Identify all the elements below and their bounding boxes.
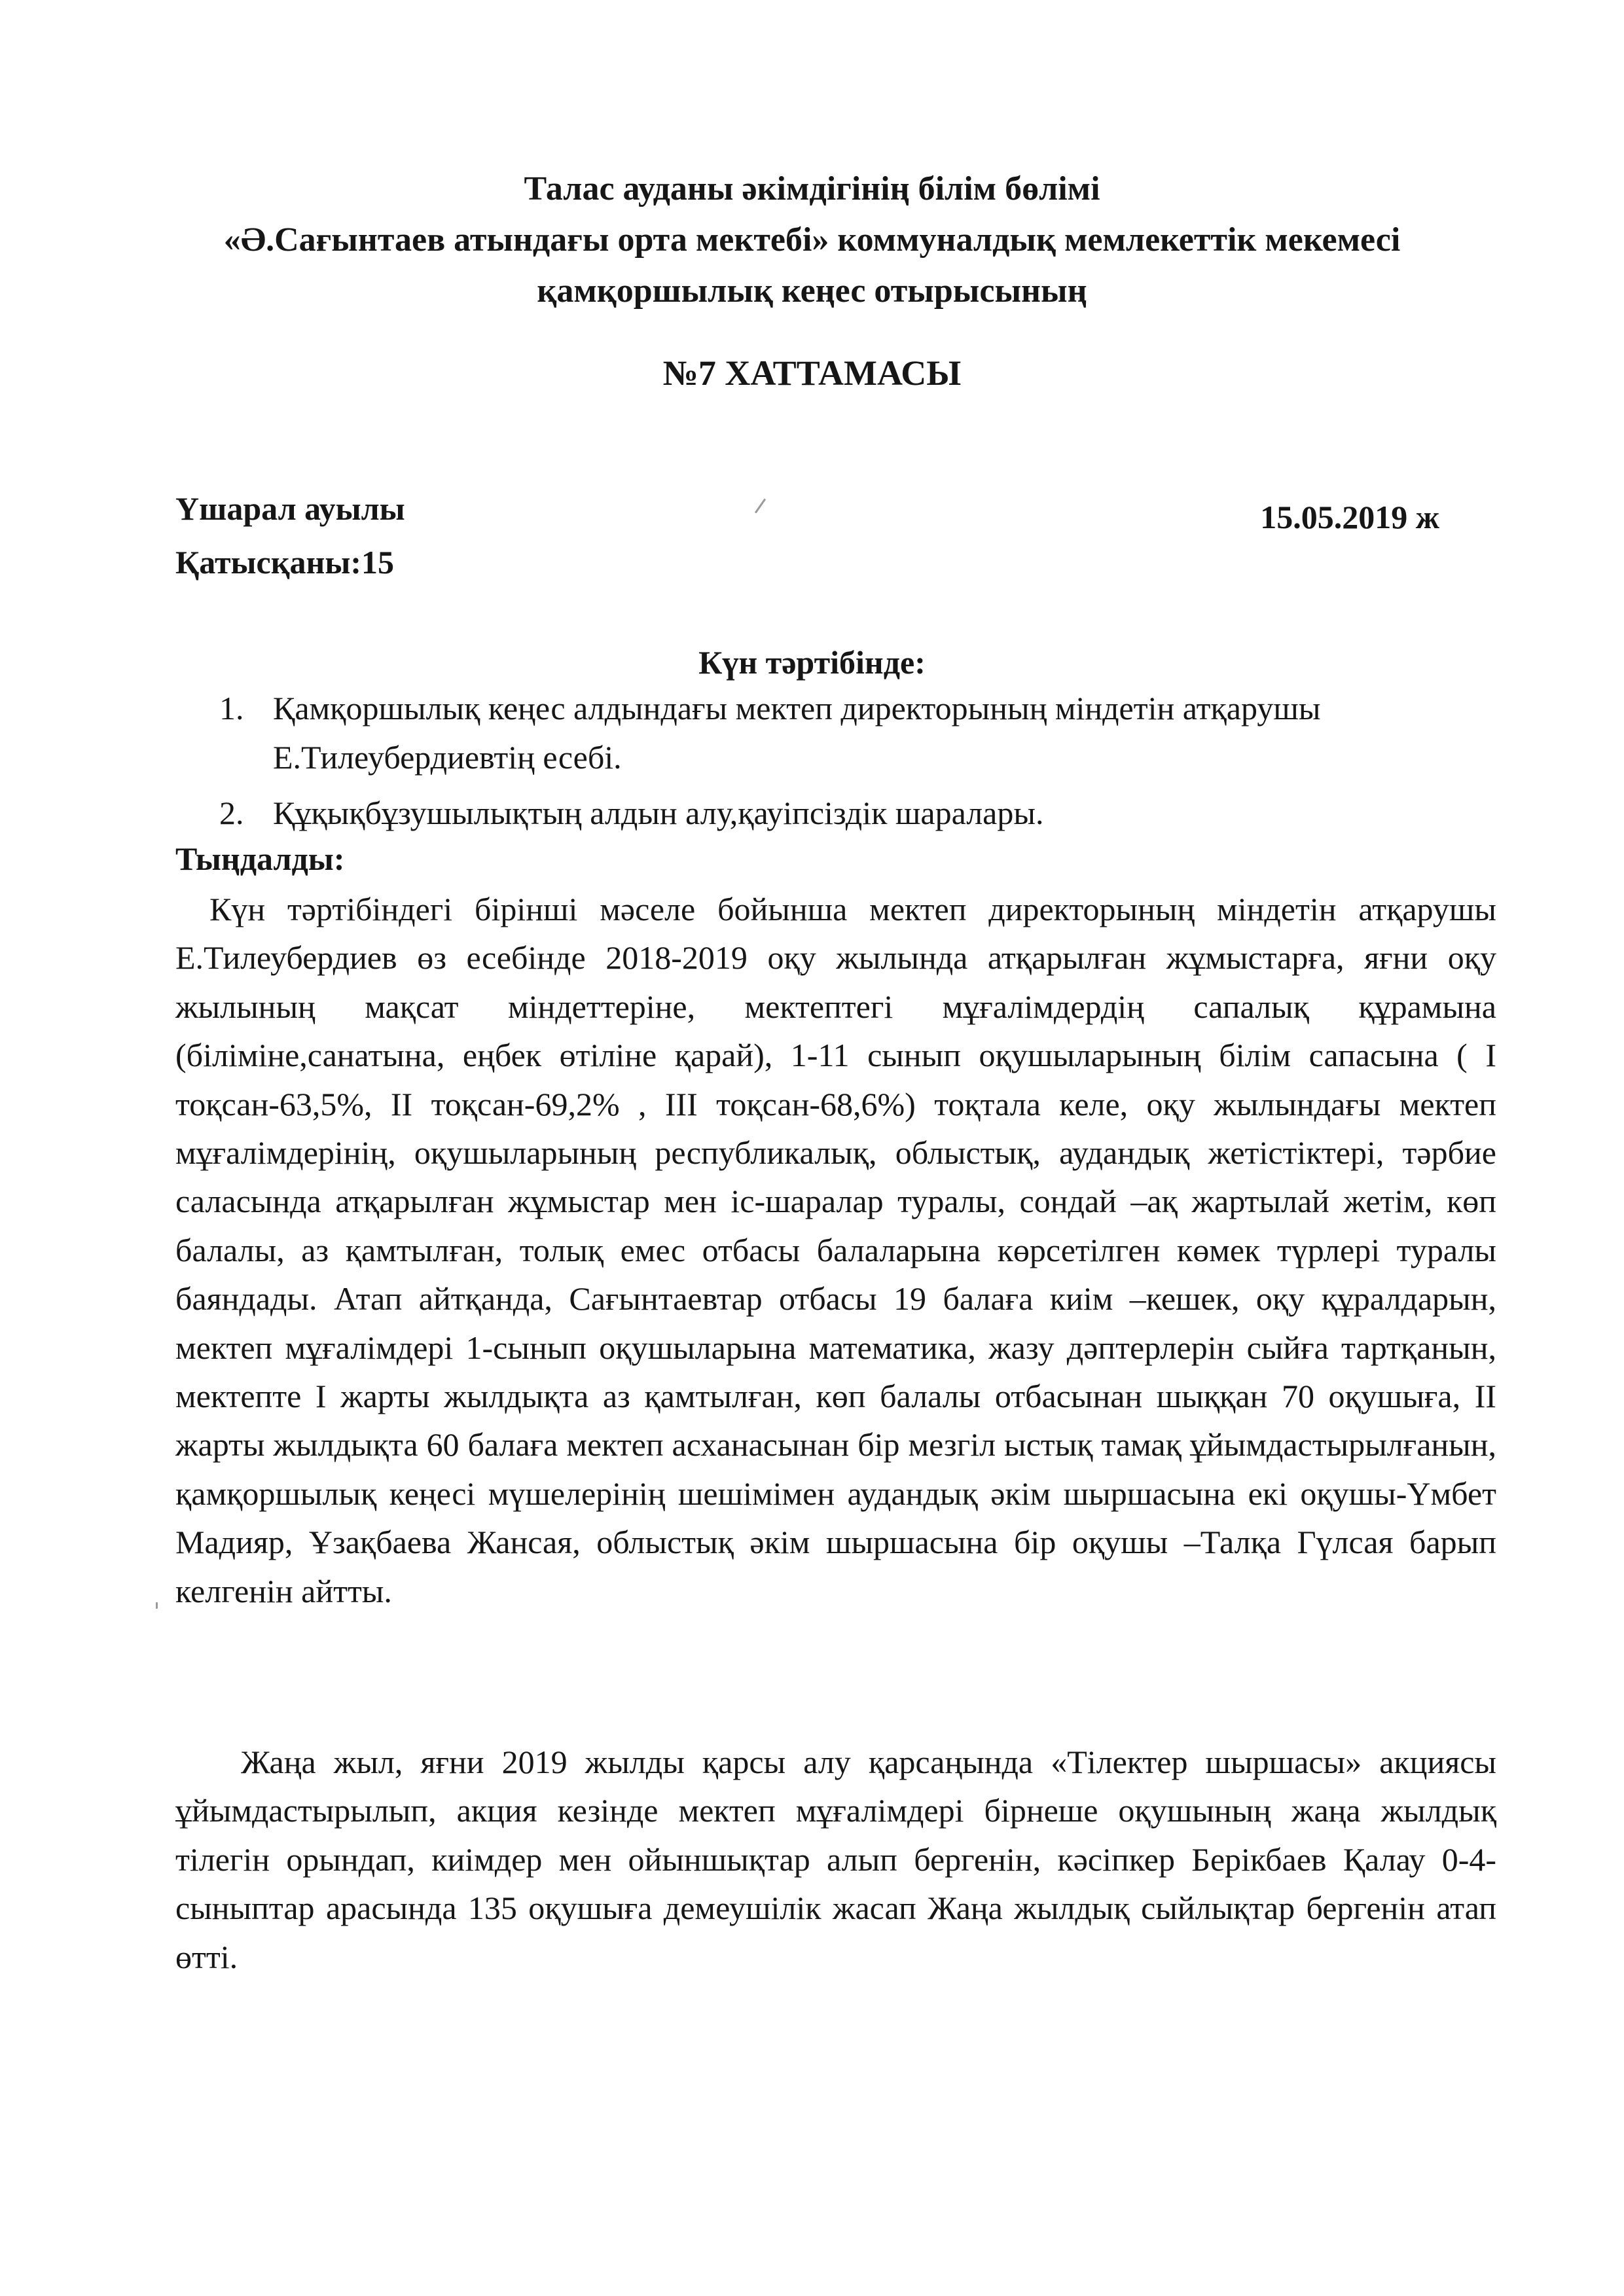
agenda-title: Күн тәртібінде: (698, 644, 926, 681)
header-school: «Ә.Сағынтаев атындағы орта мектебі» коммуналдық мемлекеттік мекемесі (223, 221, 1401, 259)
date-label: 15.05.2019 ж (1260, 499, 1439, 535)
protocol-title: №7 ХАТТАМАСЫ (662, 353, 962, 393)
place-label: Үшарал ауылы (175, 490, 405, 527)
agenda-item-text: Құқықбұзушылықтың алдын алу,қауіпсіздік шаралары. (273, 795, 1044, 831)
agenda-item (219, 684, 1502, 782)
header-department: Талас ауданы әкімдігінің білім бөлімі (524, 170, 1100, 207)
body-paragraph: Жаңа жыл, яғни 2019 жылды қарсы алу қарсаңында «Тілектер шыршасы» акциясы ұйымдастырылып, акция кезінде мектеп мұғалімдері бірнеше оқушының жаңа жылдық тілегін орындап, киімдер мен ойыншықтар алып бергенін, кәсіпкер Берікбаев Қалау 0-4-сыныптар арасында 135 оқушыға демеушілік жасап Жаңа жылдық сыйлықтар бергенін атап өтті. (175, 1744, 1496, 1975)
agenda-item (219, 789, 1502, 838)
header-council: қамқоршылық кеңес отырысының (537, 272, 1087, 310)
scan-mark (156, 1602, 158, 1609)
body-paragraph: Күн тәртібіндегі бірінші мәселе бойынша мектеп директорының міндетін атқарушы Е.Тилеубердиев өз есебінде 2018-2019 оқу жылында атқарылған жұмыстарға, яғни оқу жылының мақсат міндеттеріне, мектептегі мұғалімдердің сапалық құрамына (біліміне,санатына, еңбек өтіліне қарай), 1-11 сынып оқушыларының білім сапасына ( І тоқсан-63,5%, ІІ тоқсан-69,2% , ІІІ тоқсан-68,6%) тоқтала келе, оқу жылындағы мектеп мұғалімдерінің, оқушыларының республикалық, облыстық, аудандық жетістіктері, тәрбие саласында атқарылған жұмыстар мен іс-шаралар туралы, сондай –ақ жартылай жетім, көп балалы, аз қамтылған, толық емес отбасы балаларына көрсетілген көмек түрлері туралы баяндады. Атап айтқанда, Сағынтаевтар отбасы 19 балаға киім –кешек, оқу құралдарын, мектеп мұғалімдері 1-сынып оқушыларына математика, жазу дәптерлерін сыйға тартқанын, мектепте І жарты жылдықта аз қамтылған, көп балалы отбасынан шыққан 70 оқушыға, ІІ жарты жылдықта 60 балаға мектеп асханасынан бір мезгіл ыстық тамақ ұйымдастырылғанын, қамқоршылық кеңесі мүшелерінің шешімімен аудандық әкім шыршасына екі оқушы-Үмбет Мадияр, Ұзақбаева Жансая, облыстық әкім шыршасына бір оқушы –Талқа Гүлсая барып келгенін айтты. (175, 891, 1496, 1609)
agenda-item-text: Қамқоршылық кеңес алдындағы мектеп директорының міндетін атқарушы Е.Тилеубердиевтің есебі. (273, 690, 1321, 776)
agenda-item-number: 2. (219, 795, 244, 831)
meta-block (175, 482, 405, 589)
agenda-item-number: 1. (219, 690, 244, 726)
document-header (0, 164, 1624, 317)
attended-label: Қатысқаны:15 (175, 544, 395, 581)
heard-label: Тыңдалды: (175, 840, 345, 877)
scan-mark (755, 498, 766, 513)
agenda-list (219, 684, 1502, 844)
